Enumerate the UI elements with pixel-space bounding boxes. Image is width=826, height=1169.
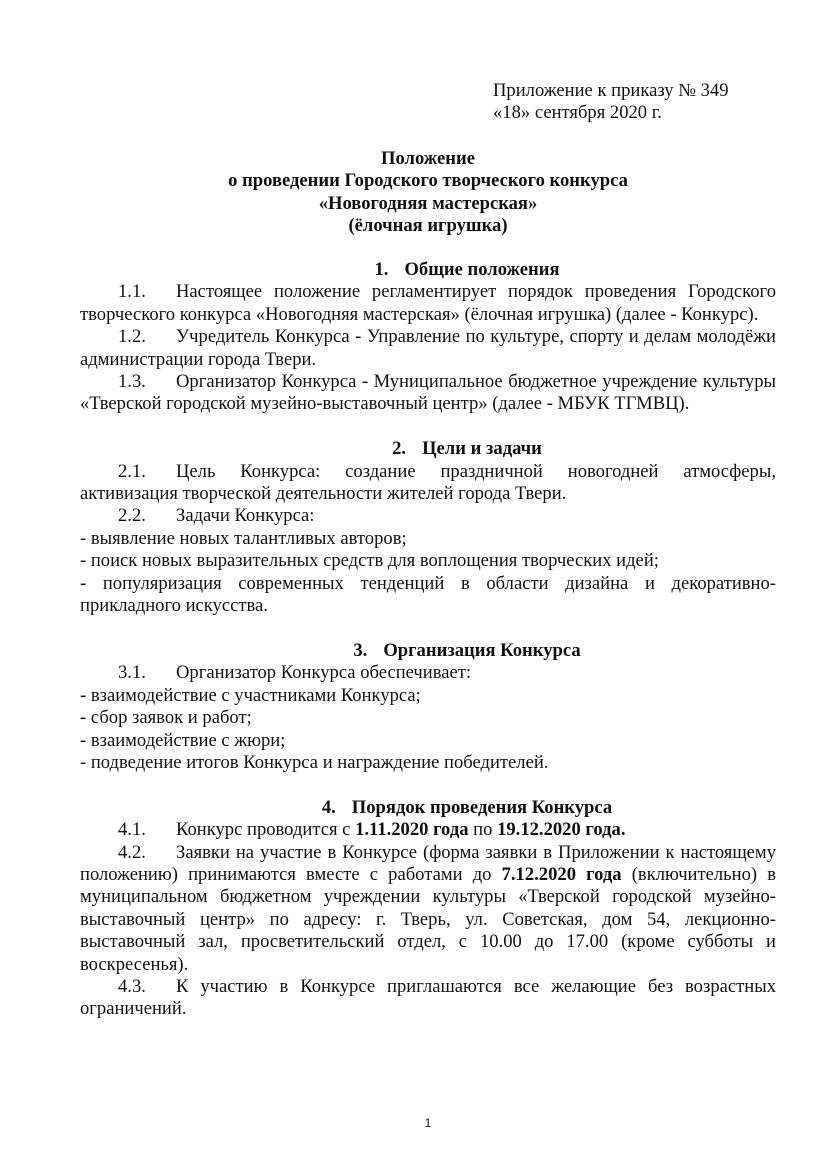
document-body	[80, 259, 776, 1021]
title-line-4: (ёлочная игрушка)	[348, 215, 508, 237]
item-text: Организатор Конкурса - Муниципальное бюджетное учреждение культуры «Тверской городской музейно-выставочный центр» (далее - МБУК ТГМВЦ).	[80, 371, 776, 415]
title-line-2: о проведении Городского творческого конкурса	[228, 170, 628, 192]
section-title: Общие положения	[404, 259, 560, 280]
order-reference	[493, 80, 729, 125]
paragraph-1-2	[80, 326, 776, 371]
item-text: Заявки на участие в Конкурсе (форма заявки в Приложении к настоящему положению) принимаются вместе с работами до	[80, 841, 776, 885]
paragraph-1-3	[80, 371, 776, 416]
order-date-line: «18» сентября 2020 г.	[493, 102, 662, 124]
section-number: 1.	[374, 259, 389, 280]
item-number: 1.2.	[118, 326, 146, 348]
paragraph-4-3	[80, 976, 776, 1021]
item-text: (включительно) в муниципальном бюджетном учреждении культуры «Тверской городской музейно-выставочный центр» по адресу: г. Тверь, ул. Советская, дом 54, лекционно-выставочный зал, просветительский отдел, с 10.00 до 17.00 (кроме субботы и воскресенья).	[80, 863, 776, 975]
item-text: Задачи Конкурса:	[176, 505, 315, 527]
list-item: - взаимодействие с участниками Конкурса;	[80, 684, 421, 706]
item-number: 4.3.	[118, 975, 146, 997]
page-number: 1	[424, 1116, 432, 1130]
section-4-heading	[80, 797, 776, 819]
list-item: - сбор заявок и работ;	[80, 707, 252, 729]
paragraph-2-2	[80, 505, 776, 527]
item-number: 2.1.	[118, 460, 146, 482]
item-text: по	[468, 819, 498, 841]
item-number: 3.1.	[118, 662, 146, 684]
list-item: - выявление новых талантливых авторов;	[80, 527, 407, 549]
order-reference-line: Приложение к приказу № 349	[493, 80, 729, 101]
item-number: 1.1.	[118, 281, 146, 303]
section-number: 4.	[321, 796, 336, 818]
section-2-heading	[80, 438, 776, 460]
title-line-1: Положение	[381, 148, 475, 169]
item-number: 4.2.	[118, 841, 146, 863]
deadline-date: 7.12.2020 года	[501, 863, 622, 885]
item-number: 1.3.	[118, 371, 146, 393]
list-item: - популяризация современных тенденций в области дизайна и декоративно-прикладного искусства.	[80, 572, 776, 617]
list-item: - взаимодействие с жюри;	[80, 729, 286, 751]
title-line-3: «Новогодняя мастерская»	[318, 192, 538, 214]
item-number: 4.1.	[118, 819, 146, 841]
paragraph-4-2	[80, 842, 776, 976]
end-date: 19.12.2020 года.	[497, 819, 626, 841]
paragraph-4-1	[80, 819, 776, 841]
section-title: Организация Конкурса	[383, 639, 581, 661]
section-number: 2.	[392, 438, 407, 460]
section-title: Порядок проведения Конкурса	[351, 796, 613, 818]
item-text: Настоящее положение регламентирует порядок проведения Городского творческого конкурса «Новогодняя мастерская» (ёлочная игрушка) (далее - Конкурс).	[80, 281, 776, 325]
item-text: Конкурс проводится с	[176, 819, 356, 841]
list-item: - поиск новых выразительных средств для воплощения творческих идей;	[80, 550, 659, 572]
paragraph-2-1	[80, 461, 776, 506]
document-title	[0, 148, 826, 238]
item-text: Организатор Конкурса обеспечивает:	[176, 662, 472, 684]
item-text: Учредитель Конкурса - Управление по культуре, спорту и делам молодёжи администрации города Твери.	[80, 326, 776, 370]
section-title: Цели и задачи	[422, 438, 542, 460]
paragraph-3-1	[80, 662, 776, 684]
section-1-heading	[80, 259, 776, 281]
item-number: 2.2.	[118, 505, 146, 527]
section-number: 3.	[353, 639, 368, 661]
start-date: 1.11.2020 года	[355, 819, 469, 841]
item-text: К участию в Конкурсе приглашаются все желающие без возрастных ограничений.	[80, 975, 776, 1020]
list-item: - подведение итогов Конкурса и награждение победителей.	[80, 751, 549, 773]
section-3-heading	[80, 640, 776, 662]
paragraph-1-1	[80, 281, 776, 326]
item-text: Цель Конкурса: создание праздничной новогодней атмосферы, активизация творческой деятельности жителей города Твери.	[80, 460, 776, 505]
